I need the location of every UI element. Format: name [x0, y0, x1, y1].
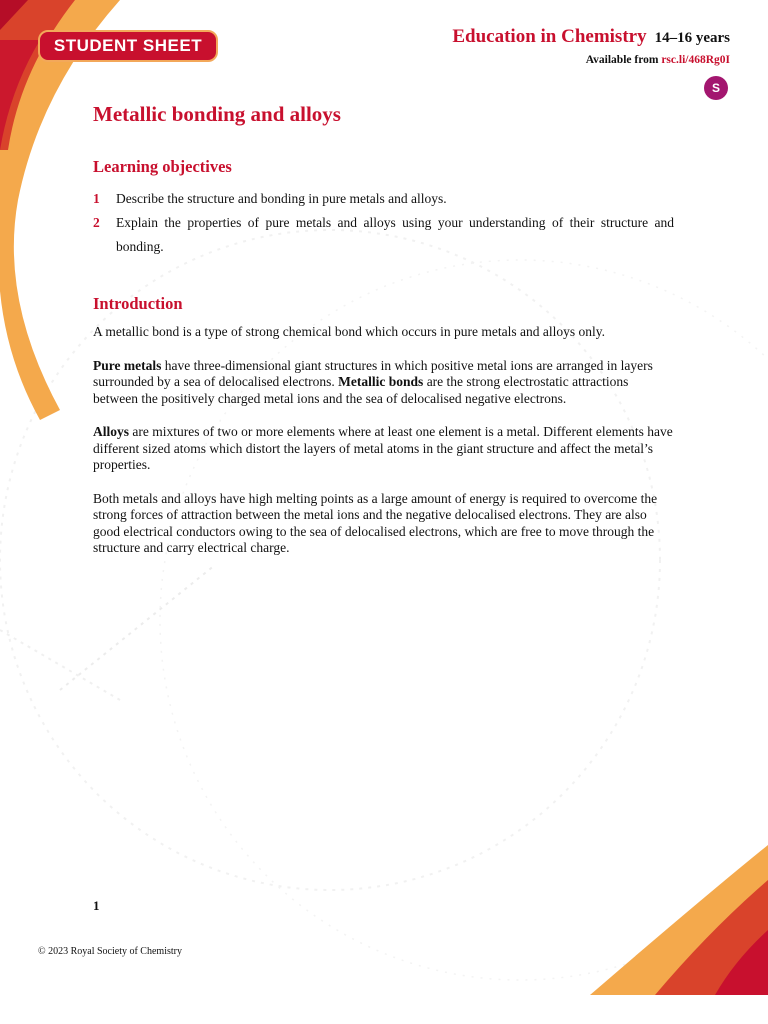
- page-title: Metallic bonding and alloys: [93, 102, 341, 126]
- brand-header: [452, 26, 730, 66]
- metallic-bonds-text: are the strong electrostatic attractions between the positively charged metal ions and the sea of delocalised negative electrons.: [93, 374, 629, 406]
- intro-paragraph-2: [93, 358, 674, 408]
- intro-paragraph-3: [93, 424, 674, 474]
- copyright-notice: © 2023 Royal Society of Chemistry: [38, 946, 182, 957]
- list-item-text: Explain the properties of pure metals and alloys using your understanding of their structure and bonding.: [116, 215, 674, 254]
- student-sheet-badge: [38, 30, 218, 62]
- list-item: [93, 187, 674, 211]
- level-badge-label: S: [711, 81, 720, 95]
- intro-paragraph-4: Both metals and alloys have high melting points as a large amount of energy is required to overcome the strong forces of attraction between the metal ions and the negative delocalised electrons. They are also good electrical conductors owing to the sea of delocalised electrons, which are free to move through the structure and carry electrical charge.: [93, 490, 658, 555]
- term-pure-metals: Pure metals: [93, 357, 162, 373]
- learning-objectives-heading: Learning objectives: [93, 157, 232, 176]
- intro-paragraph-1: A metallic bond is a type of strong chemical bond which occurs in pure metals and alloys only.: [93, 324, 606, 339]
- availability-line: [452, 54, 730, 66]
- level-badge: [704, 76, 728, 100]
- age-range: 14–16 years: [654, 30, 730, 46]
- introduction-heading: Introduction: [93, 294, 183, 313]
- available-link[interactable]: rsc.li/468Rg0I: [661, 54, 730, 66]
- list-item-text: Describe the structure and bonding in pure metals and alloys.: [116, 191, 447, 206]
- learning-objectives-list: [93, 187, 674, 259]
- list-item-number: 1: [93, 191, 100, 206]
- available-prefix: Available from: [585, 54, 659, 66]
- term-metallic-bonds: Metallic bonds: [338, 374, 424, 389]
- main-content: [93, 102, 674, 574]
- brand-title: Education in Chemistry: [452, 26, 647, 47]
- student-sheet-label: STUDENT SHEET: [53, 36, 203, 55]
- term-alloys: Alloys: [93, 424, 130, 439]
- page-number: 1: [93, 898, 100, 913]
- list-item: [93, 211, 674, 259]
- pure-metals-text: have three-dimensional giant structures in which positive metal ions are arranged in layers surrounded by a sea of delocalised electrons.: [93, 357, 653, 389]
- alloys-text: are mixtures of two or more elements where at least one element is a metal. Different elements have different sized atoms which distort the layers of metal atoms in the giant structure and affect the metal’s properties.: [93, 424, 673, 472]
- list-item-number: 2: [93, 215, 100, 230]
